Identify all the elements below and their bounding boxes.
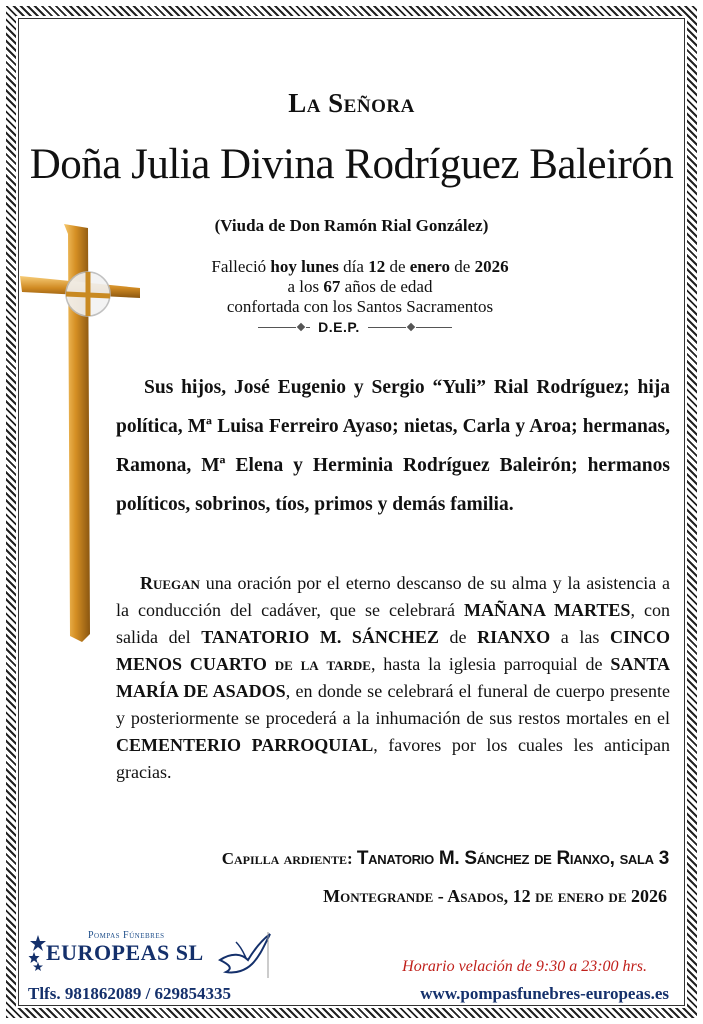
deceased-name: Doña Julia Divina Rodríguez Baleirón [29,141,674,188]
capilla-ardiente [222,848,669,870]
diamond-ornament [407,323,415,331]
brand-name: EUROPEAS SL [46,940,204,965]
heading: La Señora [288,88,415,118]
family-paragraph: Sus hijos, José Eugenio y Sergio “Yuli” Rial Rodríguez; hija política, Mª Luisa Ferreiro Ayaso; nietas, Carla y Aroa; hermanas, Ramona, Mª Elena y Herminia Rodríguez Baleirón; hermanos políticos, sobrinos, tíos, primos y demás familia. [116,377,670,515]
diamond-ornament [297,323,305,331]
ruegan-paragraph: Ruegan una oración por el eterno descanso de su alma y la asistencia a la conducción del cadáver, que se celebrará MAÑANA MARTES, con salida del TANATORIO M. SÁNCHEZ de RIANXO a las CINCO MENOS CUARTO de la tarde, hasta la iglesia parroquial de SANTA MARÍA DE ASADOS, en donde se celebrará el funeral de cuerpo presente y posteriormente se procederá a la inhumación de sus restos mortales en el CEMENTERIO PARROQUIAL, favores por los cuales les anticipan gracias. [116,573,671,782]
brand-subtitle: Pompas Fúnebres [88,930,165,941]
age-line: a los 67 años de edad [287,277,433,296]
company-logo [28,930,278,980]
dove-icon [216,930,272,980]
place-date: Montegrande - Asados, 12 de enero de 2026 [323,886,667,906]
widow-of: (Viuda de Don Ramón Rial González) [214,216,489,235]
capilla-label: Capilla ardiente: [221,849,357,868]
sacraments-line: confortada con los Santos Sacramentos [226,297,494,316]
stars-icon [28,934,48,974]
death-line: Falleció hoy lunes día 12 de enero de 2026 [211,257,509,276]
dep-row [240,318,470,336]
capilla-value: Tanatorio M. Sánchez de Rianxo, sala 3 [356,848,669,869]
visiting-hours: Horario velación de 9:30 a 23:00 hrs. [402,958,647,975]
dep-label: D.E.P. [318,319,360,335]
website-link[interactable]: www.pompasfunebres-europeas.es [420,984,669,1003]
phone-numbers: Tlfs. 981862089 / 629854335 [28,984,232,1003]
